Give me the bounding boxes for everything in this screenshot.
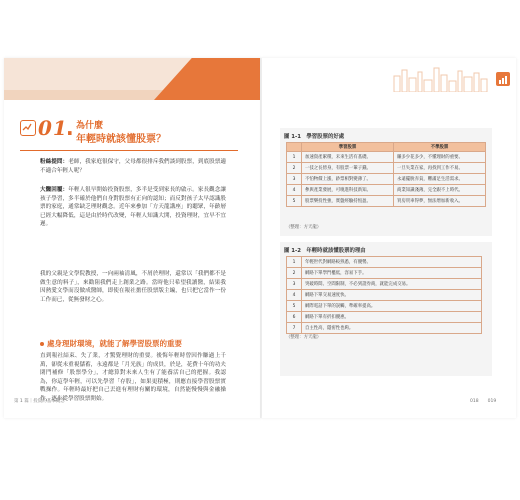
table1 [286,142,486,207]
paragraph-answer [40,186,226,229]
row-number: 4 [287,290,302,301]
table-cell: 一技之長傍身，有股票一輩子錢。 [302,163,394,174]
table-header-cell: 不學股票 [394,143,486,152]
question-text: 老師，我家庭很保守，父母都很排斥我們談到股票，到底股票適不適合年輕人呢？ [40,159,226,174]
section-heading-text: 處身理財環境，就能了解學習股票的重要 [47,339,182,348]
table-cell: 賺多少花多少，不懂理財的重要。 [394,152,486,163]
table-row [287,185,486,196]
row-number: 5 [287,301,302,312]
left-footer: 第 1 篇｜投資的基本概念 [14,399,65,404]
left-page [4,58,262,418]
table1-source: （整理：方天龍） [286,225,322,230]
table-cell: 突破時間、空間限制，不必到證券商，就能完成交易。 [302,279,482,290]
question-lead: 粉絲提問： [40,159,69,165]
paragraph-father [40,270,226,304]
row-number: 7 [287,323,302,334]
table-row [287,257,482,268]
table-row [287,323,482,334]
section-text: 直到報社結束、失了業，才驚覺理財的重要。後悔年輕時曾因作賺過上千萬，卻從未重視儲蓄，永遠都是「月光族」的成員，於是，花費十年的功夫閉門補修「股票學分」，才總算對未來人生有了能養活自己的把握。我認為，你這學年輕，可以先學習「存股」，如果更積極，則應直接學習股票實戰操作。年輕時最好把自己丟進有理財有關的環境，自然能慢慢與金融操作，逐步從學習股票開始。 [40,353,226,402]
row-number: 1 [287,152,302,163]
table-cell: 加速資產累積，未來生活有基礎。 [302,152,394,163]
table-cell: 網路下單交易速度快。 [302,290,482,301]
row-number: 2 [287,163,302,174]
city-skyline-icon [390,66,490,92]
row-number: 6 [287,312,302,323]
header-banner [4,58,262,100]
table-cell: 參與產業發展，可嗅進科技新知。 [302,185,394,196]
paragraph-question [40,158,226,175]
chapter-title-line2: 年輕時就該懂股票？ [76,134,166,145]
table-header-row [287,143,486,152]
chapter-title-line1: 為什麼 [76,121,104,131]
answer-text: 年輕人很早開始投資股票，多半是受到家長的啟示。家長觀念讓孩子學習，多半確於他們自身對股票有正向的認知；而反對孩子太早認識股票的家庭，通常缺乏理財觀念。近年來參加「方天龍講座」的聽眾，年齡層已經大幅降低，這是由於時代改變，年輕人知識大開，投資理財，宜早不宜遲。 [40,187,226,228]
table-cell: 商業知識淺薄，完全跟不上時代。 [394,185,486,196]
row-number: 2 [287,268,302,279]
table2-source: （整理：方天龍） [286,335,322,340]
row-number: 3 [287,279,302,290]
table-row [287,152,486,163]
table-header-cell [287,143,302,152]
answer-lead: 大醫回覆： [40,187,69,193]
row-number: 3 [287,174,302,185]
table-row [287,279,482,290]
table-row [287,301,482,312]
row-number: 1 [287,257,302,268]
table-row [287,290,482,301]
father-text: 我的父親是文學院教授，一向兩袖清風，不屑於理財，還常以「我們都不是做生意的料子」，來勸阻我們走上創業之路。當時他只希望我讀醫，結果我因熱愛文學而沒做成醫師，即使在報社擔任股票版主編，也只把它當作一份工作而已，從無發財之心。 [40,271,226,303]
table-cell: 股票樂投性強，實盤經驗持恆盈。 [302,196,394,207]
table-cell: 年輕世代對網路較熟悉，有優勢。 [302,257,482,268]
chapter-dot: . [66,116,74,140]
table-row [287,312,482,323]
bullet-dot-icon [40,342,44,346]
paragraph-section [40,352,226,404]
table-cell: 網際電話下單的誤觸，準確率提高。 [302,301,482,312]
table-cell: 網路下單學門檻低，容易下手。 [302,268,482,279]
table-cell: 一旦失業在家，再找到工作不易。 [394,163,486,174]
row-number: 5 [287,196,302,207]
table1-title: 圖 1-1 學習股票的好處 [284,134,345,140]
section-heading [40,338,182,349]
table2 [286,256,482,334]
chapter-number: 01 [38,116,68,140]
row-number: 4 [287,185,302,196]
table-row [287,163,486,174]
chapter-divider [20,150,238,151]
table-row [287,174,486,185]
table-cell: 不怕物價上漲，鈔票相對變薄了。 [302,174,394,185]
trend-line-icon [20,120,36,136]
table-cell: 買房買車得夢，無法增加新收入。 [394,196,486,207]
table-row [287,268,482,279]
table-row [287,196,486,207]
table-cell: 永遠擺脫赤貧，難滿足生活需求。 [394,174,486,185]
page-numbers: 018 019 [470,399,497,404]
table-cell: 自主性高，隱密性也夠。 [302,323,482,334]
table2-title: 圖 1-2 年輕時就該懂股票的理由 [284,248,366,254]
bar-chart-icon [496,72,510,86]
table-header-cell: 學習股票 [302,143,394,152]
right-page [262,58,516,418]
table-cell: 網路下單有折扣優惠。 [302,312,482,323]
